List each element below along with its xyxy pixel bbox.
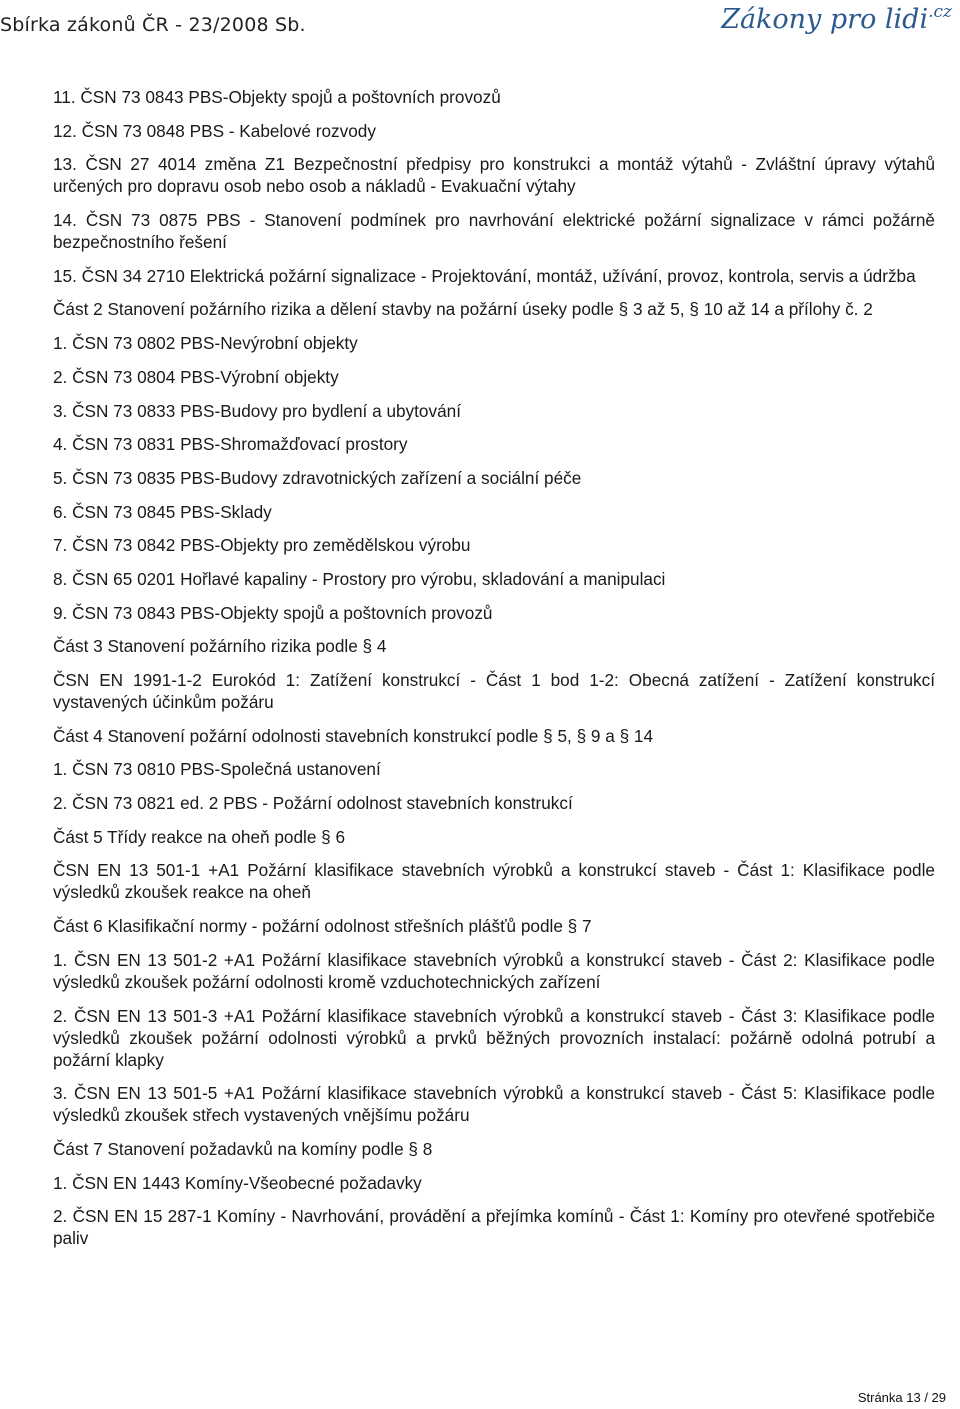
list-item: 3. ČSN 73 0833 PBS-Budovy pro bydlení a ubytování [53, 400, 461, 421]
list-item: 1. ČSN 73 0802 PBS-Nevýrobní objekty [53, 333, 358, 354]
list-item: 6. ČSN 73 0845 PBS-Sklady [53, 501, 272, 522]
list-item: ČSN EN 1991-1-2 Eurokód 1: Zatížení konstrukcí - Část 1 bod 1-2: Obecná zatížení - Zatížení konstrukcí vystavených účinkům požáru [53, 670, 935, 712]
list-item: 9. ČSN 73 0843 PBS-Objekty spojů a poštovních provozů [53, 602, 493, 623]
section-heading: Část 5 Třídy reakce na oheň podle § 6 [53, 826, 346, 847]
site-logo[interactable] [721, 2, 952, 35]
list-item: 5. ČSN 73 0835 PBS-Budovy zdravotnických zařízení a sociální péče [53, 467, 582, 488]
list-item: 8. ČSN 65 0201 Hořlavé kapaliny - Prostory pro výrobu, skladování a manipulaci [53, 568, 666, 589]
list-item: 3. ČSN EN 13 501-5 +A1 Požární klasifikace stavebních výrobků a konstrukcí staveb - Část 5: Klasifikace podle výsledků zkoušek střech vystavených vnějšímu požáru [53, 1083, 935, 1126]
list-item: 4. ČSN 73 0831 PBS-Shromažďovací prostory [53, 434, 408, 455]
page-number: Stránka 13 / 29 [857, 1390, 946, 1405]
list-item: 1. ČSN EN 13 501-2 +A1 Požární klasifikace stavebních výrobků a konstrukcí staveb - Část 2: Klasifikace podle výsledků zkoušek požární odolnosti kromě vzduchotechnických zařízení [53, 949, 935, 992]
list-item: 15. ČSN 34 2710 Elektrická požární signalizace - Projektování, montáž, užívání, provoz, kontrola, servis a údržba [53, 265, 916, 286]
list-item: 14. ČSN 73 0875 PBS - Stanovení podmínek pro navrhování elektrické požární signalizace v rámci požárně bezpečnostního řešení [53, 210, 935, 253]
list-item: 12. ČSN 73 0848 PBS - Kabelové rozvody [53, 120, 376, 141]
document-title: Sbírka zákonů ČR - 23/2008 Sb. [0, 14, 306, 36]
list-item: 1. ČSN EN 1443 Komíny-Všeobecné požadavky [53, 1172, 422, 1193]
list-item: 13. ČSN 27 4014 změna Z1 Bezpečnostní předpisy pro konstrukci a montáž výtahů - Zvláštní úpravy výtahů určených pro dopravu osob nebo osob a nákladů - Evakuační výtahy [53, 154, 935, 197]
list-item: 2. ČSN 73 0821 ed. 2 PBS - Požární odolnost stavebních konstrukcí [53, 793, 573, 814]
list-item: 7. ČSN 73 0842 PBS-Objekty pro zemědělskou výrobu [53, 535, 471, 556]
list-item: 2. ČSN 73 0804 PBS-Výrobní objekty [53, 366, 339, 387]
list-item: 1. ČSN 73 0810 PBS-Společná ustanovení [53, 759, 381, 780]
section-heading: Část 6 Klasifikační normy - požární odolnost střešních plášťů podle § 7 [53, 916, 592, 937]
list-item: ČSN EN 13 501-1 +A1 Požární klasifikace stavebních výrobků a konstrukcí staveb - Část 1: Klasifikace podle výsledků zkoušek reakce na oheň [53, 860, 935, 903]
list-item: 2. ČSN EN 15 287-1 Komíny - Navrhování, provádění a přejímka komínů - Část 1: Komíny pro otevřené spotřebiče paliv [53, 1206, 935, 1249]
section-heading: Část 3 Stanovení požárního rizika podle § 4 [53, 636, 387, 657]
logo-tld: .cz [928, 2, 952, 22]
section-heading: Část 4 Stanovení požární odolnosti stavebních konstrukcí podle § 5, § 9 a § 14 [53, 725, 654, 746]
section-heading: Část 7 Stanovení požadavků na komíny podle § 8 [53, 1138, 433, 1159]
document-body [53, 86, 935, 1261]
list-item: 2. ČSN EN 13 501-3 +A1 Požární klasifikace stavebních výrobků a konstrukcí staveb - Část 3: Klasifikace podle výsledků zkoušek požární odolnosti výrobků a prvků běžných provozních instalací: požárně odolná potrubí a požární klapky [53, 1005, 935, 1070]
section-heading: Část 2 Stanovení požárního rizika a dělení stavby na požární úseky podle § 3 až 5, § 10 až 14 a přílohy č. 2 [53, 299, 873, 320]
logo-text: Zákony pro lidi [721, 4, 929, 35]
list-item: 11. ČSN 73 0843 PBS-Objekty spojů a poštovních provozů [53, 87, 501, 107]
page-header [0, 0, 960, 52]
